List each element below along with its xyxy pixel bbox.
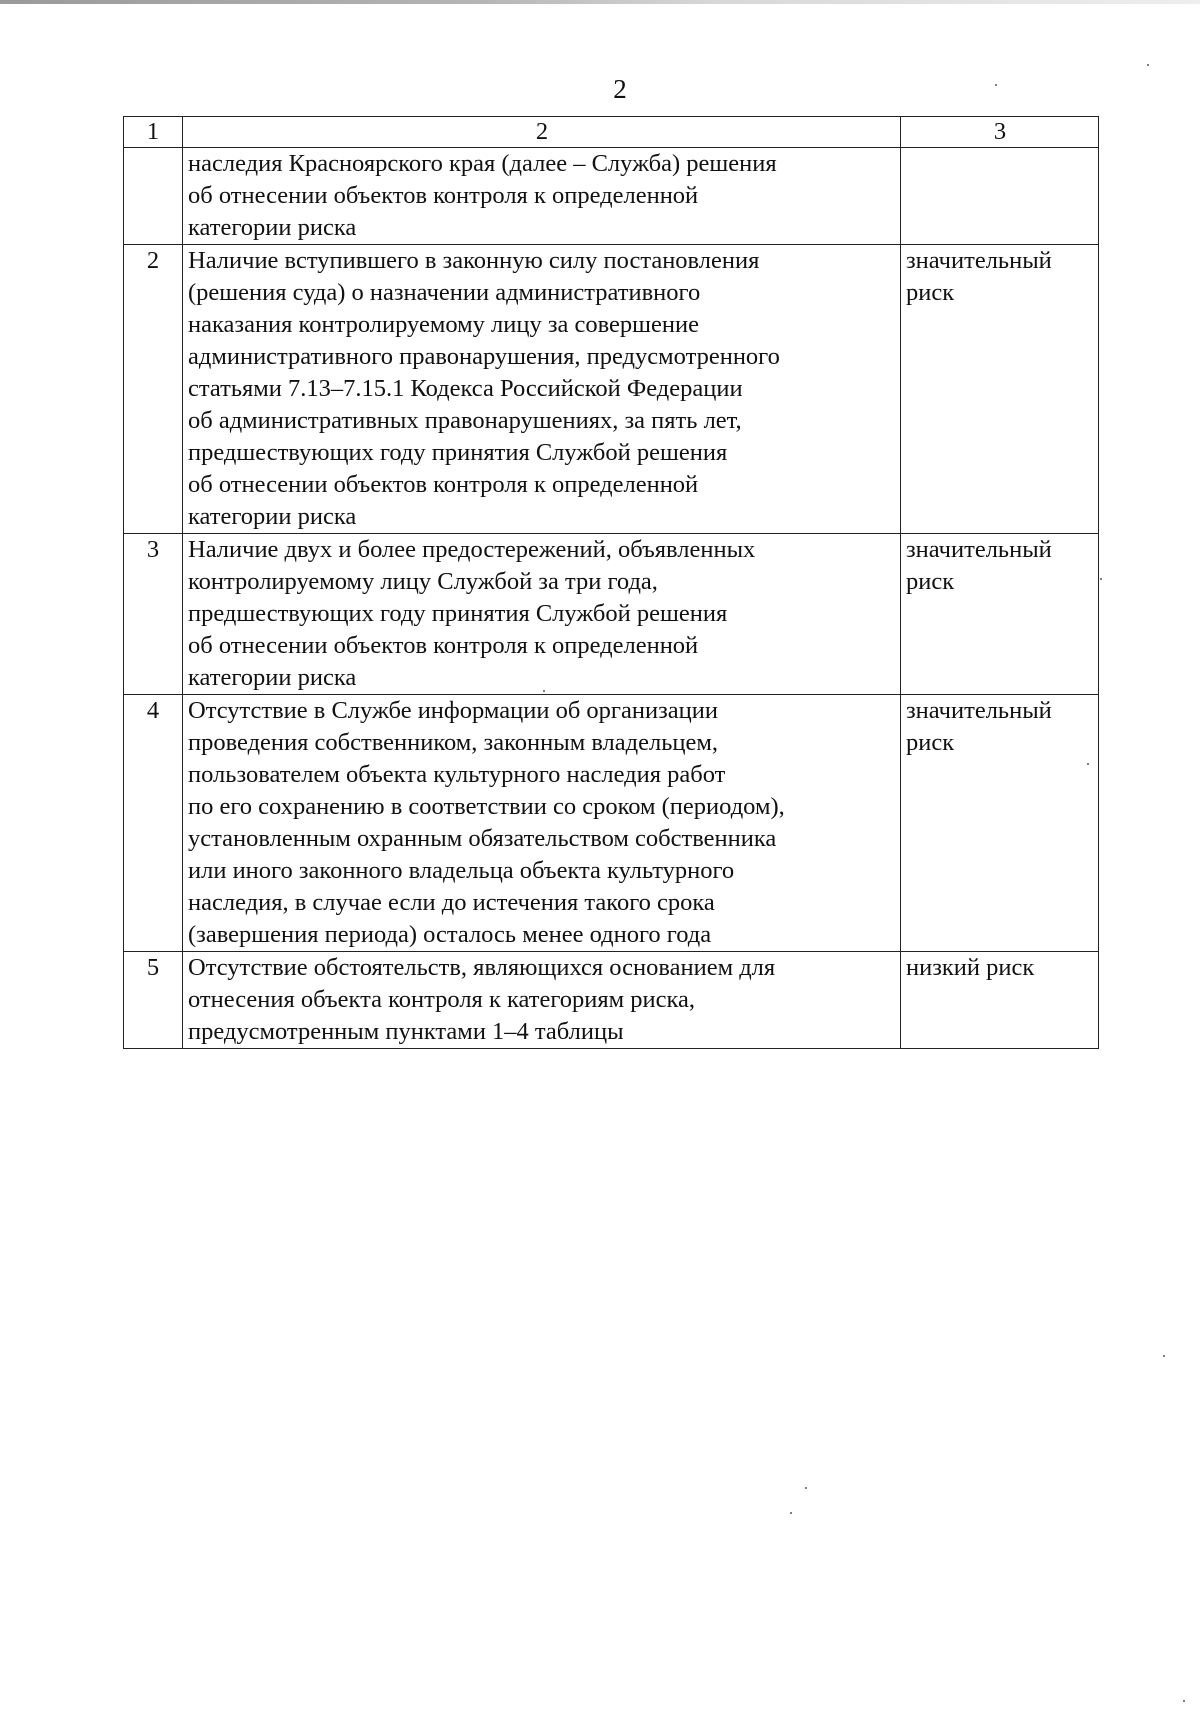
scan-speck [1183,1700,1185,1702]
criterion-description [183,245,901,534]
scan-speck [543,690,545,692]
row-number: 3 [124,534,183,695]
criterion-text-line: категории риска [188,214,357,241]
scan-speck [790,1512,792,1514]
criterion-text-line: по его сохранению в соответствии со сроком (периодом), [188,793,785,820]
row-number [124,148,183,245]
criterion-text-line: Наличие вступившего в законную силу постановления [188,247,760,274]
criterion-text-line: или иного законного владельца объекта культурного [188,857,735,884]
risk-level-text-line: значительный [906,536,1052,563]
risk-level [901,148,1099,245]
criterion-text-line: Отсутствие в Службе информации об организации [188,697,718,724]
criterion-description [183,148,901,245]
criterion-text-line: статьями 7.13–7.15.1 Кодекса Российской Федерации [188,375,743,402]
risk-level-text-line: риск [906,568,955,595]
criterion-text-line: об отнесении объектов контроля к определенной [188,632,699,659]
criterion-text-line: пользователем объекта культурного наследия работ [188,761,726,788]
criterion-text-line: отнесения объекта контроля к категориям риска, [188,986,696,1013]
scan-speck [1087,763,1089,765]
criterion-text-line: (завершения периода) осталось менее одного года [188,921,712,948]
criterion-description [183,952,901,1049]
criterion-text-line: наследия Красноярского края (далее – Служба) решения [188,150,777,177]
page-number: 2 [613,74,627,104]
header-col-3: 3 [901,117,1099,148]
criterion-text-line: (решения суда) о назначении административного [188,279,701,306]
scan-top-edge [0,0,1200,4]
criterion-text-line: об отнесении объектов контроля к определенной [188,182,699,209]
risk-level [901,245,1099,534]
scan-speck [1147,64,1149,66]
criterion-description [183,695,901,952]
risk-level-text-line: риск [906,729,955,756]
scan-speck [1163,1355,1165,1357]
criterion-text-line: предшествующих году принятия Службой решения [188,439,728,466]
criterion-text-line: предшествующих году принятия Службой решения [188,600,728,627]
criterion-text-line: категории риска [188,664,357,691]
criterion-text-line: контролируемому лицу Службой за три года, [188,568,658,595]
scan-speck [1100,578,1102,580]
scan-speck [805,1487,807,1489]
table-row [124,534,1099,695]
criterion-text-line: установленным охранным обязательством собственника [188,825,777,852]
risk-level [901,695,1099,952]
criterion-text-line: предусмотренным пунктами 1–4 таблицы [188,1018,624,1045]
criterion-text-line: наказания контролируемому лицу за совершение [188,311,700,338]
table-header-row [124,117,1099,148]
row-number: 2 [124,245,183,534]
header-col-1: 1 [124,117,183,148]
criterion-text-line: наследия, в случае если до истечения такого срока [188,889,715,916]
table-row [124,695,1099,952]
criterion-text-line: об административных правонарушениях, за пять лет, [188,407,742,434]
risk-level-text-line: значительный [906,697,1052,724]
risk-level-text-line: риск [906,279,955,306]
row-number: 5 [124,952,183,1049]
table-row [124,952,1099,1049]
criterion-text-line: административного правонарушения, предусмотренного [188,343,780,370]
table-row [124,148,1099,245]
table-row [124,245,1099,534]
row-number: 4 [124,695,183,952]
criterion-text-line: об отнесении объектов контроля к определенной [188,471,699,498]
risk-level-text-line: значительный [906,247,1052,274]
risk-level [901,534,1099,695]
risk-category-table [123,116,1099,1049]
criterion-text-line: Наличие двух и более предостережений, объявленных [188,536,756,563]
risk-level [901,952,1099,1049]
criterion-text-line: проведения собственником, законным владельцем, [188,729,719,756]
scan-speck [995,84,997,86]
criterion-text-line: категории риска [188,503,357,530]
header-col-2: 2 [183,117,901,148]
criterion-text-line: Отсутствие обстоятельств, являющихся основанием для [188,954,776,981]
criterion-description [183,534,901,695]
risk-level-text-line: низкий риск [906,954,1035,981]
